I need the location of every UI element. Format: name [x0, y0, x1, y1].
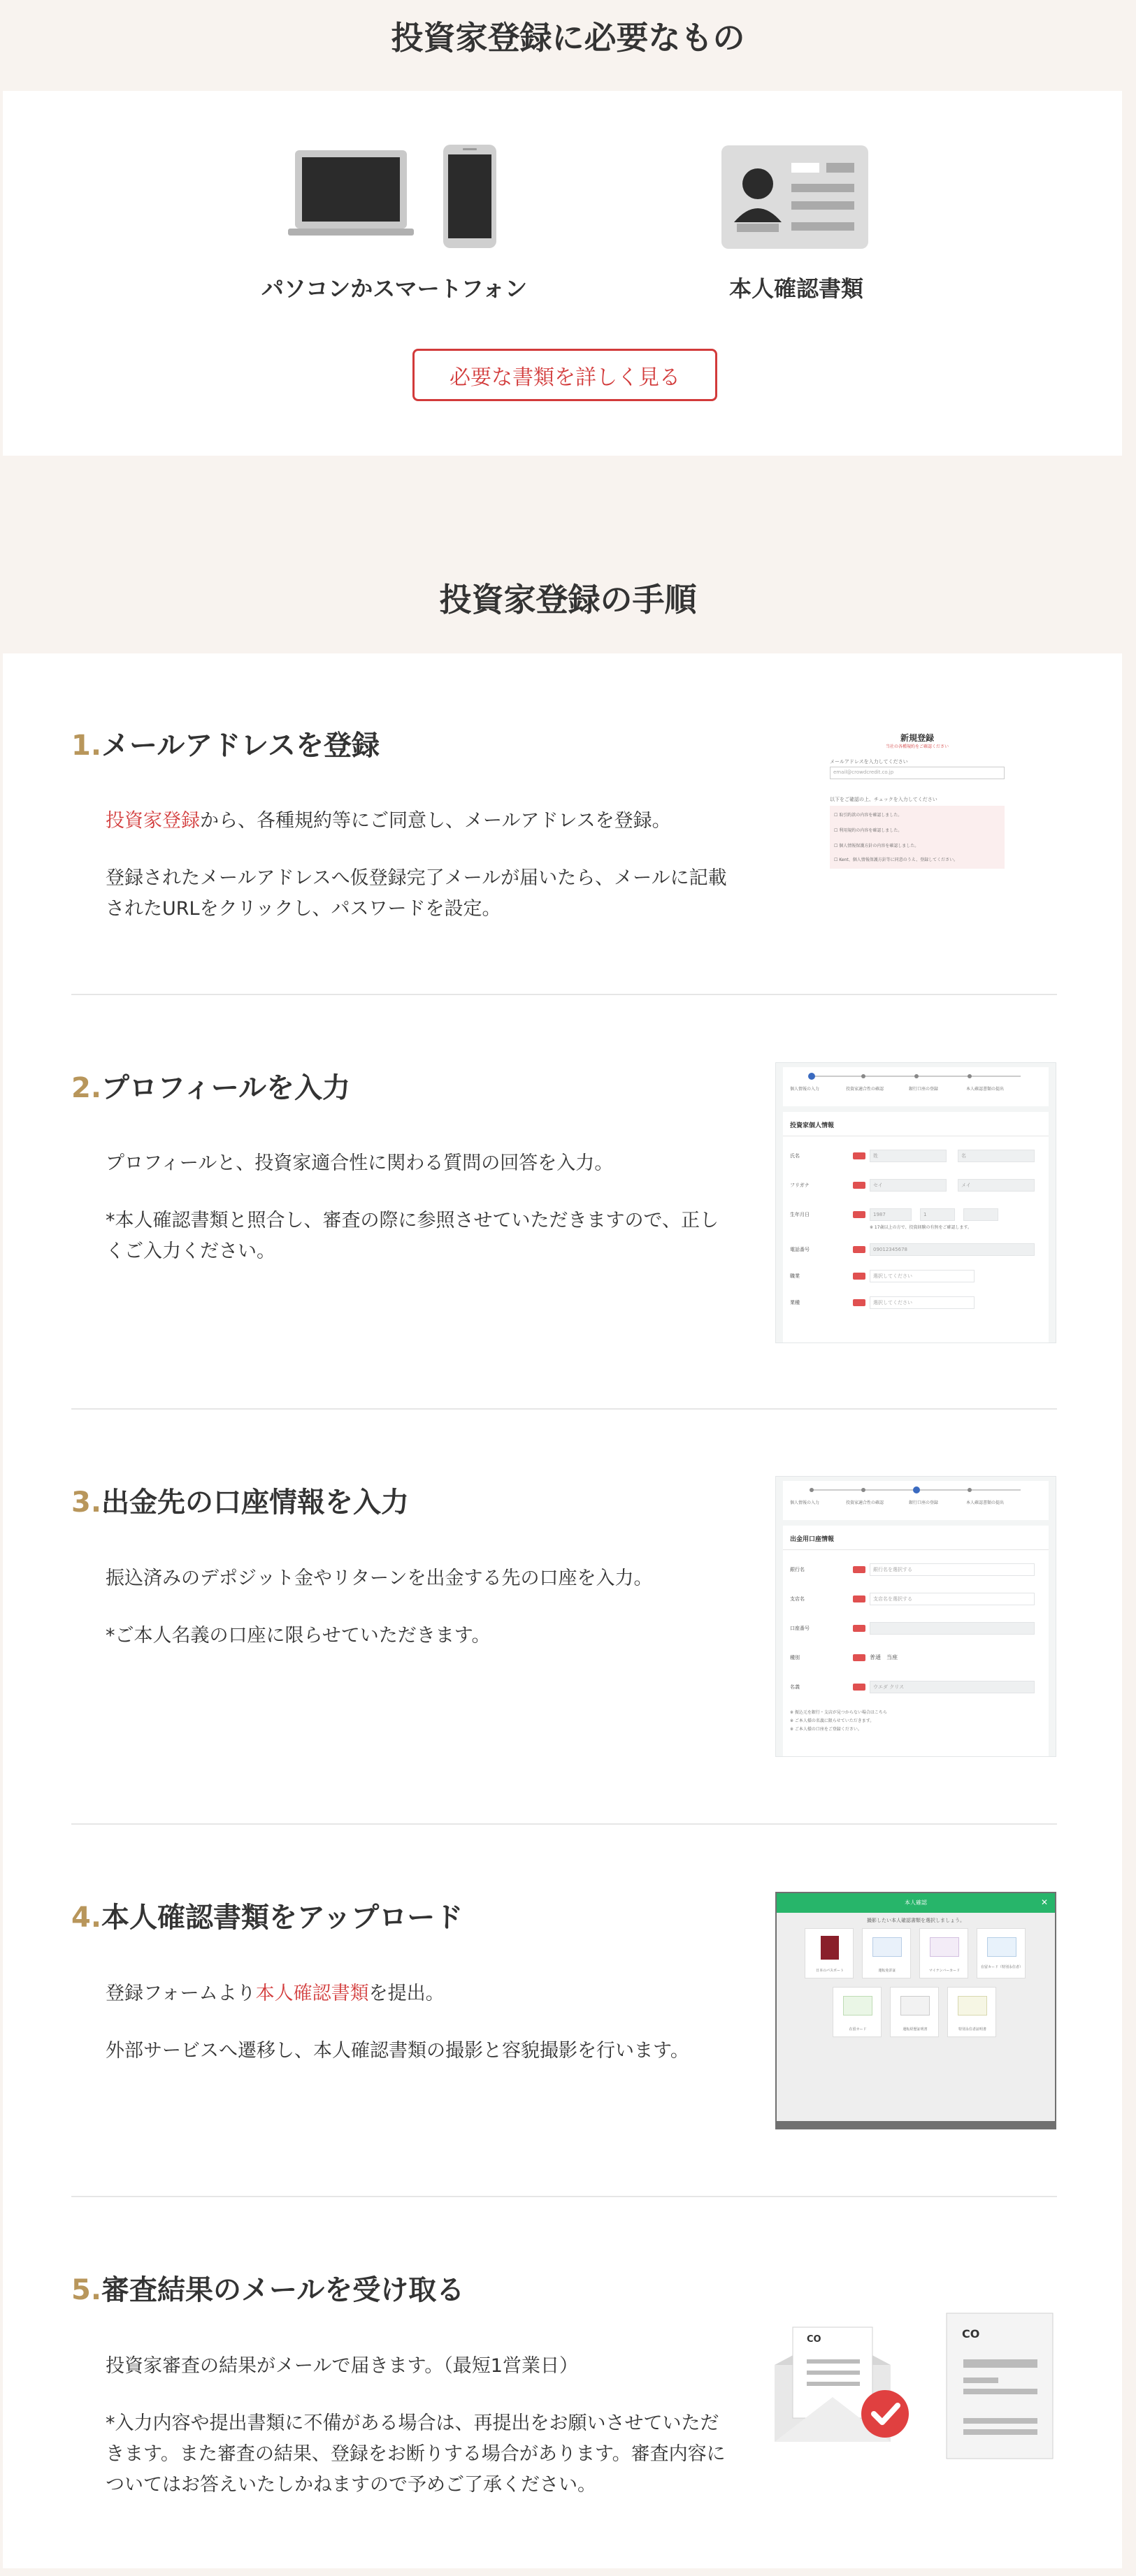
doc-card-residence-special: 在留カード（特別永住者）: [977, 1928, 1026, 1978]
form-field: 名: [958, 1150, 1035, 1162]
doc-card-passport: 日本のパスポート: [805, 1928, 854, 1978]
shot3-note: ※ 振込元を銀行・支店が見つからない場合はこちら: [790, 1710, 887, 1715]
form-label: フリガナ: [790, 1182, 810, 1188]
form-field: メイ: [958, 1179, 1035, 1192]
step-1-text: 投資家登録から、各種規約等にご同意し、メールアドレスを登録。 登録されたメールアドレスへ仮登録完了メールが届いたら、メールに記載されたURLをクリックし、パスワードを設定。: [106, 810, 727, 920]
step-3-screenshot: [775, 1476, 1056, 1757]
form-label: 名義: [790, 1684, 800, 1690]
shot1-field-label: メールアドレスを入力してください: [830, 759, 908, 765]
form-select: 選択してください: [870, 1296, 975, 1309]
required-badge: [853, 1273, 865, 1280]
investor-registration-link[interactable]: 投資家登録: [106, 810, 200, 832]
shot1-check: ☐ 個人情報保護方針の内容を確認しました。: [834, 844, 919, 848]
required-badge: [853, 1684, 865, 1691]
form-label: 職業: [790, 1273, 800, 1279]
form-label: 業種: [790, 1300, 800, 1305]
step-5-text: 投資家審査の結果がメールで届きます。（最短1営業日） *入力内容や提出書類に不備がある場合は、再提出をお願いさせていただきます。また審査の結果、登録をお断りする場合があります。審査内容についてはお答えいたしかねますので予めご了承ください。: [106, 2355, 726, 2496]
progress-step: 個人情報の入力: [790, 1087, 820, 1092]
form-label: 電話番号: [790, 1247, 810, 1252]
doc-card-driving-history: 運転経歴証明書: [890, 1987, 939, 2037]
shot2-note: ※ 17歳以上の方で、投資経験の有無をご確認します。: [870, 1225, 972, 1230]
step-2-title: 2.プロフィールを入力: [71, 1072, 351, 1104]
progress-dot: [861, 1488, 865, 1492]
mynumber-icon: [930, 1937, 959, 1957]
doc-card-mynumber: マイナンバーカード: [919, 1928, 968, 1978]
devices-icon: [288, 143, 505, 248]
form-select: 銀行名を選択する: [870, 1563, 1035, 1576]
step-3-title: 3.出金先の口座情報を入力: [71, 1486, 410, 1519]
required-badge: [853, 1182, 865, 1189]
requirements-title: 投資家登録に必要なもの: [391, 19, 745, 57]
form-field: ウエダ クリス: [870, 1681, 1035, 1693]
shot1-email-field: email@crowdcredit.co.jp: [830, 767, 1005, 779]
form-label: 氏名: [790, 1153, 800, 1159]
progress-step: 個人情報の入力: [790, 1500, 820, 1505]
shot2-heading: 投資家個人情報: [790, 1122, 835, 1129]
shot4-subheader: 撮影したい本人確認書類を選択しましょう。: [867, 1918, 965, 1923]
divider: [71, 2196, 1057, 2197]
steps-title: 投資家登録の手順: [439, 581, 697, 618]
required-badge: [853, 1566, 865, 1573]
id-documents-link[interactable]: 本人確認書類: [255, 1983, 369, 2004]
required-badge: [853, 1246, 865, 1253]
form-field: セイ: [870, 1179, 947, 1192]
step-1-title: 1.メールアドレスを登録: [71, 730, 380, 762]
required-badge: [853, 1595, 865, 1602]
form-select: 選択してください: [870, 1270, 975, 1282]
shot3-note: ※ ご本人様の口座をご登録ください。: [790, 1727, 862, 1732]
progress-step: 投資家適合性の確認: [846, 1087, 884, 1092]
form-field: [963, 1208, 998, 1221]
progress-dot: [968, 1488, 972, 1492]
shot4-body: [777, 1913, 1055, 2121]
step-4-text: 登録フォームより本人確認書類を提出。 外部サービスへ遷移し、本人確認書類の撮影と容貌撮影を行います。: [106, 1983, 689, 2062]
divider: [71, 994, 1057, 995]
progress-dot: [913, 1486, 920, 1493]
shot3-form: [783, 1526, 1049, 1757]
progress-dot: [968, 1074, 972, 1078]
progress-step: 本人確認書類の提出: [966, 1087, 1005, 1092]
shot1-check: ☐ 利用規約の内容を確認しました。: [834, 828, 903, 833]
divider: [71, 1408, 1057, 1410]
residence-card-icon: [843, 1996, 872, 2016]
requirements-card: [3, 91, 1122, 456]
required-badge: [853, 1152, 865, 1159]
form-label: 銀行名: [790, 1567, 805, 1572]
form-field: 姓: [870, 1150, 947, 1162]
form-label: 支店名: [790, 1596, 805, 1602]
shot4-header: 本人確認: [777, 1893, 1055, 1913]
close-icon: ✕: [1041, 1897, 1049, 1907]
progress-step: 本人確認書類の提出: [966, 1500, 1005, 1505]
progress-dot: [808, 1073, 815, 1080]
progress-dot: [810, 1488, 814, 1492]
form-label: 口座番号: [790, 1626, 810, 1631]
step-1-screenshot: [826, 730, 1008, 870]
required-documents-button[interactable]: 必要な書類を詳しく見る: [412, 349, 717, 401]
devices-label: パソコンかスマートフォン: [261, 275, 528, 302]
doc-card-special-permanent: 特別永住者証明書: [947, 1987, 996, 2037]
form-field: 1: [920, 1208, 955, 1221]
passport-icon: [821, 1936, 839, 1960]
id-card-label: 本人確認書類: [728, 275, 863, 302]
license-icon: [872, 1937, 902, 1957]
shot1-check-intro: 以下をご確認の上、チェックを入力してください: [830, 797, 937, 802]
form-divider: [783, 1549, 1049, 1550]
mail-result-illustration: [772, 2306, 1058, 2467]
form-field: 09012345678: [870, 1243, 1035, 1256]
shot1-check-box: [830, 806, 1005, 869]
logo-mark: CO: [807, 2334, 821, 2345]
step-5-title: 5.審査結果のメールを受け取る: [71, 2274, 465, 2306]
progress-dot: [914, 1074, 919, 1078]
residence-card-icon: [987, 1937, 1016, 1957]
id-card-icon: [721, 145, 868, 249]
step-2-screenshot: [775, 1062, 1056, 1343]
driving-history-icon: [900, 1996, 930, 2016]
required-badge: [853, 1654, 865, 1661]
progress-step: 投資家適合性の確認: [846, 1500, 884, 1505]
form-field: 1987: [870, 1208, 912, 1221]
shot2-form: [783, 1112, 1049, 1343]
shot1-check: ☐ Kent、個人情報保護方針等に同意のうえ、登録してください。: [834, 858, 958, 862]
shot2-progress: [783, 1067, 1049, 1106]
form-label: 種別: [790, 1655, 800, 1660]
special-permanent-icon: [958, 1996, 987, 2016]
shot3-progress: [783, 1481, 1049, 1520]
shot3-heading: 出金用口座情報: [790, 1536, 835, 1543]
shot3-note: ※ ご本人様の名義に限らせていただきます。: [790, 1718, 875, 1723]
required-badge: [853, 1211, 865, 1218]
step-4-screenshot: [775, 1892, 1056, 2129]
step-4-title: 4.本人確認書類をアップロード: [71, 1902, 463, 1934]
doc-card-residence: 在留カード: [833, 1987, 882, 2037]
progress-step: 銀行口座の登録: [909, 1500, 939, 1505]
logo-mark: CO: [962, 2327, 980, 2340]
form-label: 生年月日: [790, 1212, 810, 1217]
steps-card: [3, 653, 1122, 2568]
shot1-subtitle: 当社の各種規約をご確認ください: [885, 744, 949, 749]
doc-card-license: 運転免許証: [862, 1928, 911, 1978]
shot1-title: 新規登録: [900, 733, 934, 743]
divider: [71, 1823, 1057, 1825]
step-3-text: 振込済みのデポジット金やリターンを出金する先の口座を入力。 *ご本人名義の口座に限らせていただきます。: [106, 1568, 653, 1647]
form-field: [870, 1622, 1035, 1635]
shot1-check: ☐ 取引約款の内容を確認しました。: [834, 813, 903, 818]
required-badge: [853, 1625, 865, 1632]
form-select: 支店名を選択する: [870, 1593, 1035, 1605]
progress-dot: [861, 1074, 865, 1078]
required-badge: [853, 1299, 865, 1306]
account-type-radios: 普通 当座: [870, 1654, 898, 1660]
progress-step: 銀行口座の登録: [909, 1087, 939, 1092]
step-2-text: プロフィールと、投資家適合性に関わる質問の回答を入力。 *本人確認書類と照合し、審査の際に参照させていただきますので、正しくご入力ください。: [106, 1152, 719, 1262]
